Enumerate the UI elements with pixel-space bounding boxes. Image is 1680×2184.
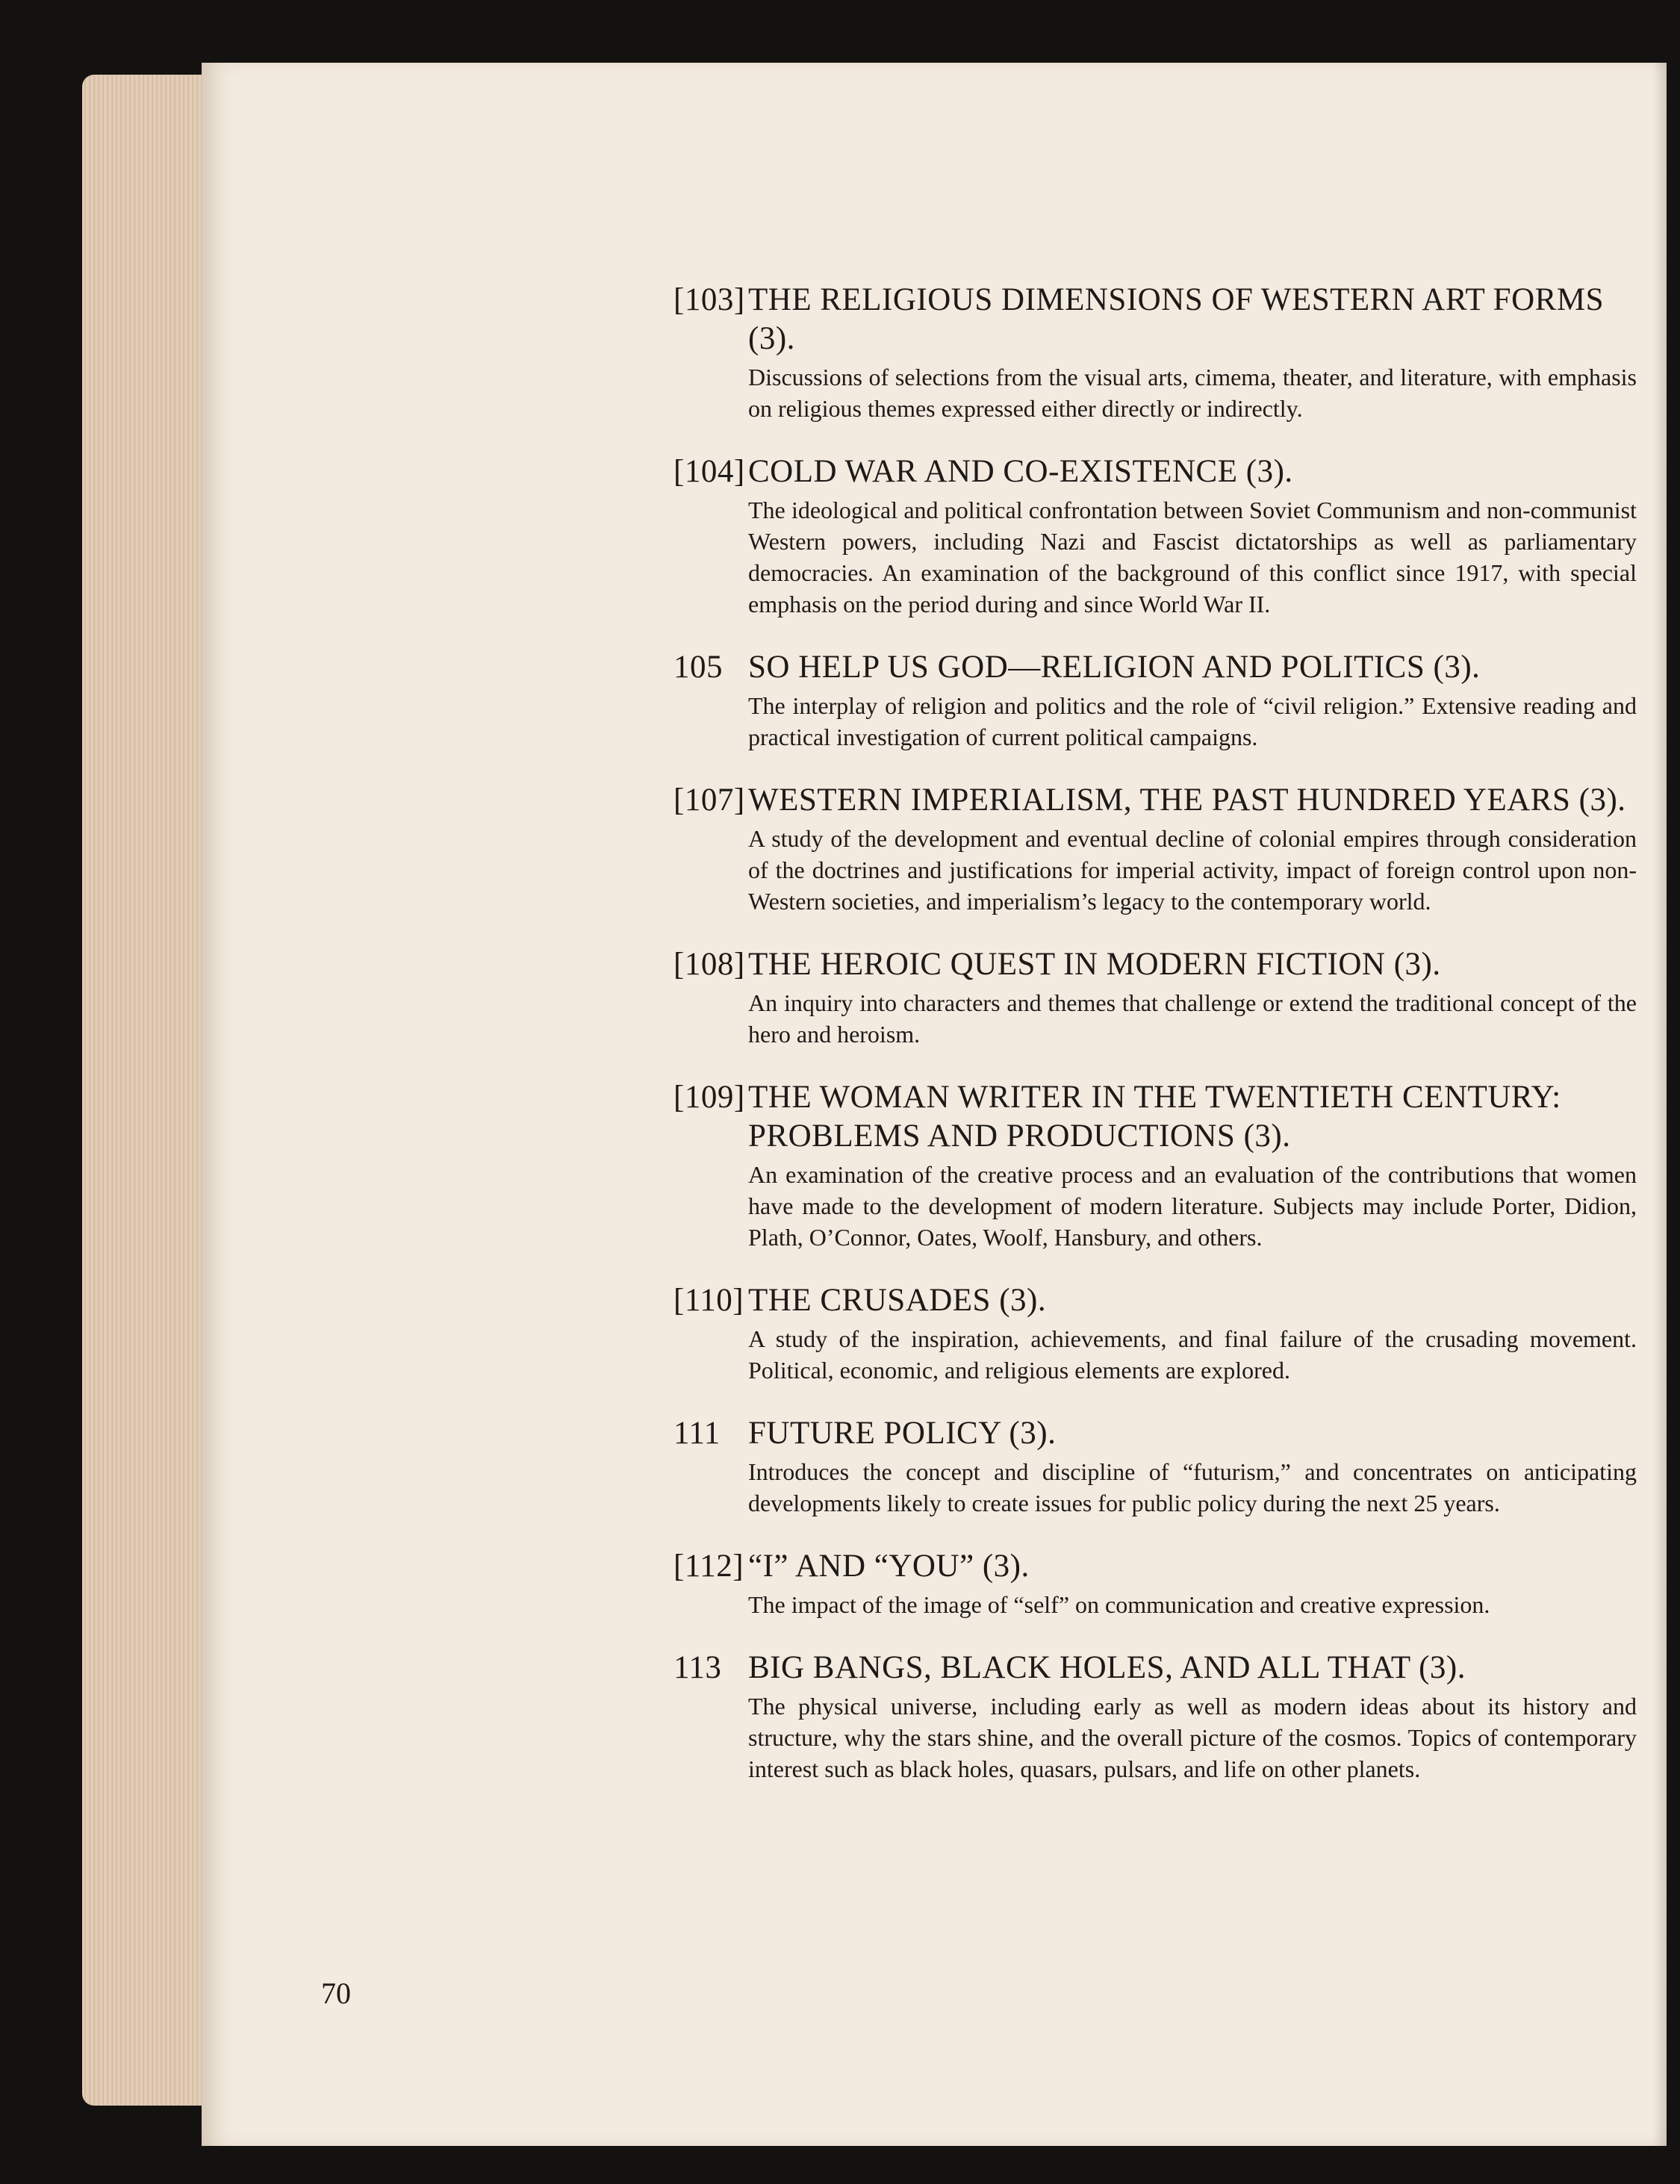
course-entry	[673, 781, 1637, 917]
course-entry	[673, 1281, 1637, 1386]
course-number: [109]	[673, 1080, 745, 1115]
course-description: The interplay of religion and politics and the role of “civil religion.” Extensive reading and practical investigation of current political campaigns.	[748, 692, 1637, 750]
course-description: Discussions of selections from the visual arts, cimema, theater, and literature, with emphasis on religious themes expressed either directly or indirectly.	[748, 364, 1637, 422]
course-entry	[673, 945, 1637, 1050]
course-heading	[673, 945, 1637, 984]
course-number: [104]	[673, 454, 745, 489]
course-entry	[673, 648, 1637, 753]
course-title: SO HELP US GOD—RELIGION AND POLITICS (3).	[748, 650, 1481, 685]
course-title: THE RELIGIOUS DIMENSIONS OF WESTERN ART FORMS (3).	[748, 282, 1604, 356]
course-list	[673, 281, 1637, 1813]
course-description: The ideological and political confrontation between Soviet Communism and non-communist Western powers, including Nazi and Fascist dictatorships as well as parliamentary democracies. An examination of the background of this conflict since 1917, with special emphasis on the period during and since World War II.	[748, 497, 1637, 617]
course-title: BIG BANGS, BLACK HOLES, AND ALL THAT (3).	[748, 1650, 1466, 1685]
course-entry	[673, 1078, 1637, 1253]
page-gutter-shadow	[1653, 63, 1667, 2146]
course-number: 113	[673, 1650, 722, 1685]
course-title: THE WOMAN WRITER IN THE TWENTIETH CENTURY: PROBLEMS AND PRODUCTIONS (3).	[748, 1080, 1561, 1154]
course-heading	[673, 1649, 1637, 1687]
course-heading	[673, 1078, 1637, 1156]
page-number: 70	[321, 1976, 351, 2010]
course-heading	[673, 648, 1637, 687]
course-heading	[673, 781, 1637, 820]
course-heading	[673, 1547, 1637, 1586]
course-number: [110]	[673, 1283, 744, 1318]
course-number: [103]	[673, 282, 745, 317]
course-entry	[673, 1414, 1637, 1519]
course-title: COLD WAR AND CO-EXISTENCE (3).	[748, 454, 1293, 489]
course-heading	[673, 1414, 1637, 1453]
course-entry	[673, 1547, 1637, 1620]
course-description: An inquiry into characters and themes that challenge or extend the traditional concept of the hero and heroism.	[748, 989, 1637, 1048]
course-description: Introduces the concept and discipline of “futurism,” and concentrates on anticipating developments likely to create issues for public policy during the next 25 years.	[748, 1458, 1637, 1516]
course-heading	[673, 1281, 1637, 1320]
course-description: The physical universe, including early as well as modern ideas about its history and structure, why the stars shine, and the overall picture of the cosmos. Topics of contemporary interest such as black holes, quasars, pulsars, and life on other planets.	[748, 1693, 1637, 1782]
course-description: A study of the inspiration, achievements, and final failure of the crusading movement. Political, economic, and religious elements are explored.	[748, 1325, 1637, 1384]
course-description: An examination of the creative process and an evaluation of the contributions that women have made to the development of modern literature. Subjects may include Porter, Didion, Plath, O’Connor, Oates, Woolf, Hansbury, and others.	[748, 1161, 1637, 1251]
course-description: The impact of the image of “self” on communication and creative expression.	[748, 1591, 1490, 1618]
course-entry	[673, 281, 1637, 424]
course-heading	[673, 281, 1637, 358]
course-title: “I” AND “YOU” (3).	[748, 1549, 1030, 1584]
course-number: [108]	[673, 947, 745, 982]
course-entry	[673, 452, 1637, 620]
course-number: [107]	[673, 783, 745, 818]
course-number: 111	[673, 1416, 721, 1451]
course-title: WESTERN IMPERIALISM, THE PAST HUNDRED YEARS (3).	[748, 783, 1626, 818]
course-title: THE CRUSADES (3).	[748, 1283, 1047, 1318]
course-heading	[673, 452, 1637, 491]
course-number: [112]	[673, 1549, 744, 1584]
course-title: THE HEROIC QUEST IN MODERN FICTION (3).	[748, 947, 1441, 982]
course-title: FUTURE POLICY (3).	[748, 1416, 1057, 1451]
course-entry	[673, 1649, 1637, 1785]
course-description: A study of the development and eventual decline of colonial empires through consideration of the doctrines and justifications for imperial activity, impact of foreign control upon non-Western societies, and imperialism’s legacy to the contemporary world.	[748, 825, 1637, 915]
course-number: 105	[673, 650, 723, 685]
